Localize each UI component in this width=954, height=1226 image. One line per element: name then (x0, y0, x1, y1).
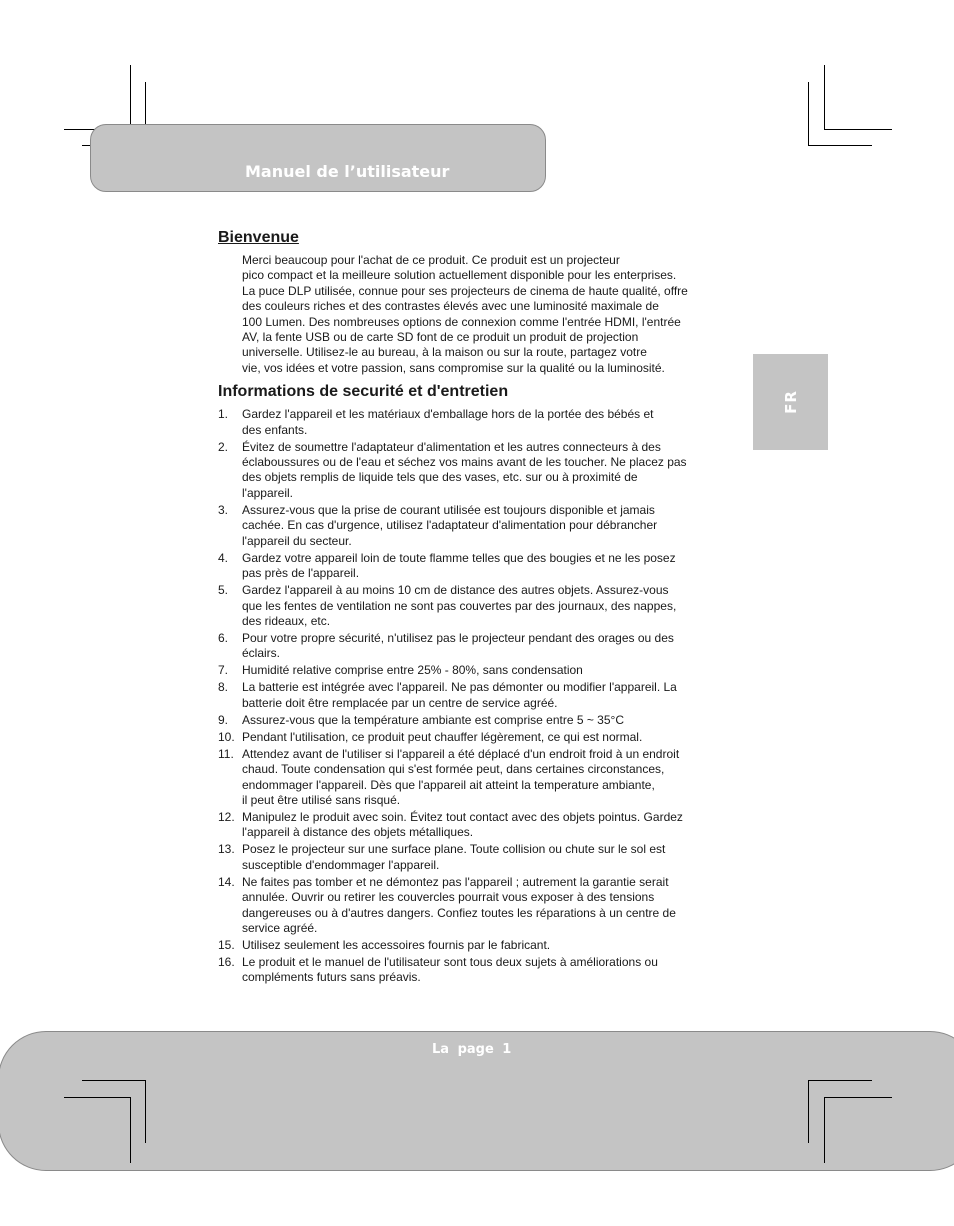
list-item-line: Gardez l'appareil à au moins 10 cm de distance des autres objets. Assurez-vous (242, 583, 669, 598)
list-item-number: 3. (218, 502, 229, 517)
list-item-line: susceptible d'endommager l'appareil. (242, 857, 440, 872)
crop-mark (808, 82, 809, 145)
list-item (218, 842, 748, 873)
list-item (218, 551, 748, 582)
list-item-number: 9. (218, 712, 229, 727)
list-item-line: compléments futurs sans préavis. (242, 970, 421, 985)
crop-mark (130, 1097, 131, 1163)
list-item-line: Assurez-vous que la prise de courant utilisée est toujours disponible et jamais (242, 502, 655, 517)
list-item (218, 938, 748, 953)
header-tab (90, 124, 546, 192)
list-item-line: l'appareil. (242, 485, 293, 500)
list-item (218, 747, 748, 809)
list-item-line: éclaboussures ou de l'eau et séchez vos mains avant de les toucher. Ne placez pas (242, 455, 687, 470)
crop-mark (808, 1080, 809, 1143)
list-item (218, 583, 748, 629)
list-item (218, 680, 748, 711)
page-title: Manuel de l’utilisateur (245, 162, 450, 181)
list-item-line: Posez le projecteur sur une surface plane. Toute collision ou chute sur le sol est (242, 842, 666, 857)
list-item-number: 15. (218, 937, 235, 952)
crop-mark (824, 65, 825, 130)
list-item (218, 713, 748, 728)
welcome-paragraph (242, 253, 748, 376)
welcome-line: La puce DLP utilisée, connue pour ses projecteurs de cinema de haute qualité, offre (242, 283, 688, 298)
list-item-line: il peut être utilisé sans risqué. (242, 792, 401, 807)
crop-mark (64, 1097, 131, 1098)
page-number: La page 1 (432, 1042, 512, 1057)
list-item (218, 730, 748, 745)
list-item-number: 10. (218, 729, 235, 744)
crop-mark (824, 1097, 892, 1098)
welcome-line: Merci beaucoup pour l'achat de ce produit. Ce produit est un projecteur (242, 253, 620, 267)
list-item (218, 407, 748, 438)
list-item-line: l'appareil du secteur. (242, 533, 352, 548)
list-item-line: Gardez l'appareil et les matériaux d'emballage hors de la portée des bébés et (242, 407, 654, 422)
list-item-line: Le produit et le manuel de l'utilisateur sont tous deux sujets à améliorations ou (242, 954, 658, 969)
list-item-line: Assurez-vous que la température ambiante est comprise entre 5 ~ 35°C (242, 712, 624, 727)
list-item-number: 5. (218, 583, 229, 598)
list-item-line: batterie doit être remplacée par un centre de service agréé. (242, 695, 558, 710)
list-item-line: Pendant l'utilisation, ce produit peut chauffer légèrement, ce qui est normal. (242, 729, 643, 744)
list-item-line: Humidité relative comprise entre 25% - 80%, sans condensation (242, 663, 583, 678)
list-item-number: 6. (218, 630, 229, 645)
list-item-line: cachée. En cas d'urgence, utilisez l'adaptateur d'alimentation pour débrancher (242, 518, 658, 533)
language-tab (753, 354, 828, 450)
language-label: FR (781, 390, 800, 414)
list-item-line: dangereuses ou à d'autres dangers. Confiez toutes les réparations à un centre de (242, 905, 676, 920)
list-item-line: Évitez de soumettre l'adaptateur d'alimentation et les autres connecteurs à des (242, 439, 661, 454)
welcome-line: AV, la fente USB ou de carte SD font de ce produit un produit de projection (242, 330, 639, 345)
safety-heading: Informations de securité et d'entretien (218, 383, 509, 401)
list-item (218, 631, 748, 662)
list-item-line: chaud. Toute condensation qui s'est formée peut, dans certaines circonstances, (242, 762, 665, 777)
list-item-number: 16. (218, 954, 235, 969)
list-item-line: l'appareil à distance des objets métalliques. (242, 825, 474, 840)
welcome-line: universelle. Utilisez-le au bureau, à la maison ou sur la route, partagez votre (242, 345, 647, 360)
crop-mark (808, 145, 872, 146)
list-item-number: 11. (218, 746, 234, 761)
list-item-number: 2. (218, 439, 229, 454)
main-content (218, 228, 748, 987)
list-item-line: Gardez votre appareil loin de toute flamme telles que des bougies et ne les posez (242, 550, 676, 565)
list-item-line: Manipulez le produit avec soin. Évitez tout contact avec des objets pointus. Gardez (242, 809, 683, 824)
safety-list (218, 407, 748, 986)
list-item-line: Pour votre propre sécurité, n'utilisez pas le projecteur pendant des orages ou des (242, 630, 674, 645)
list-item-line: des enfants. (242, 422, 308, 437)
list-item-line: annulée. Ouvrir ou retirer les couvercles pourrait vous exposer à des tensions (242, 890, 655, 905)
list-item-number: 1. (218, 407, 229, 422)
welcome-line: 100 Lumen. Des nombreuses options de connexion comme l'entrée HDMI, l'entrée (242, 314, 681, 329)
crop-mark (824, 1097, 825, 1163)
list-item-number: 7. (218, 663, 229, 678)
list-item-line: La batterie est intégrée avec l'appareil. Ne pas démonter ou modifier l'appareil. La (242, 680, 677, 695)
list-item-line: Ne faites pas tomber et ne démontez pas l'appareil ; autrement la garantie serait (242, 874, 669, 889)
list-item (218, 875, 748, 937)
welcome-line: vie, vos idées et votre passion, sans compromise sur la qualité ou la luminosité. (242, 360, 665, 375)
list-item-number: 13. (218, 842, 235, 857)
list-item-number: 12. (218, 809, 235, 824)
list-item (218, 440, 748, 502)
welcome-heading: Bienvenue (218, 229, 299, 246)
list-item (218, 810, 748, 841)
crop-mark (808, 1080, 872, 1081)
crop-mark (82, 1080, 146, 1081)
list-item-line: endommager l'appareil. Dès que l'appareil ait atteint la temperature ambiante, (242, 777, 655, 792)
welcome-line: pico compact et la meilleure solution actuellement disponible pour les enterprises. (242, 268, 677, 283)
list-item (218, 503, 748, 549)
crop-mark (145, 1080, 146, 1143)
list-item-line: des rideaux, etc. (242, 613, 331, 628)
welcome-line: des couleurs riches et des contrastes élevés avec une luminosité maximale de (242, 299, 659, 314)
list-item-line: Utilisez seulement les accessoires fournis par le fabricant. (242, 937, 551, 952)
list-item-number: 14. (218, 874, 235, 889)
crop-mark (824, 129, 892, 130)
list-item (218, 663, 748, 678)
list-item-line: service agréé. (242, 920, 318, 935)
list-item-line: des objets remplis de liquide tels que des vases, etc. sur ou à proximité de (242, 470, 638, 485)
list-item-number: 8. (218, 680, 229, 695)
list-item-line: pas près de l'appareil. (242, 566, 360, 581)
list-item-line: Attendez avant de l'utiliser si l'appareil a été déplacé d'un endroit froid à un endroit (242, 746, 680, 761)
list-item (218, 955, 748, 986)
list-item-line: que les fentes de ventilation ne sont pas couvertes par des journaux, des nappes, (242, 598, 677, 613)
list-item-number: 4. (218, 550, 229, 565)
list-item-line: éclairs. (242, 646, 281, 661)
